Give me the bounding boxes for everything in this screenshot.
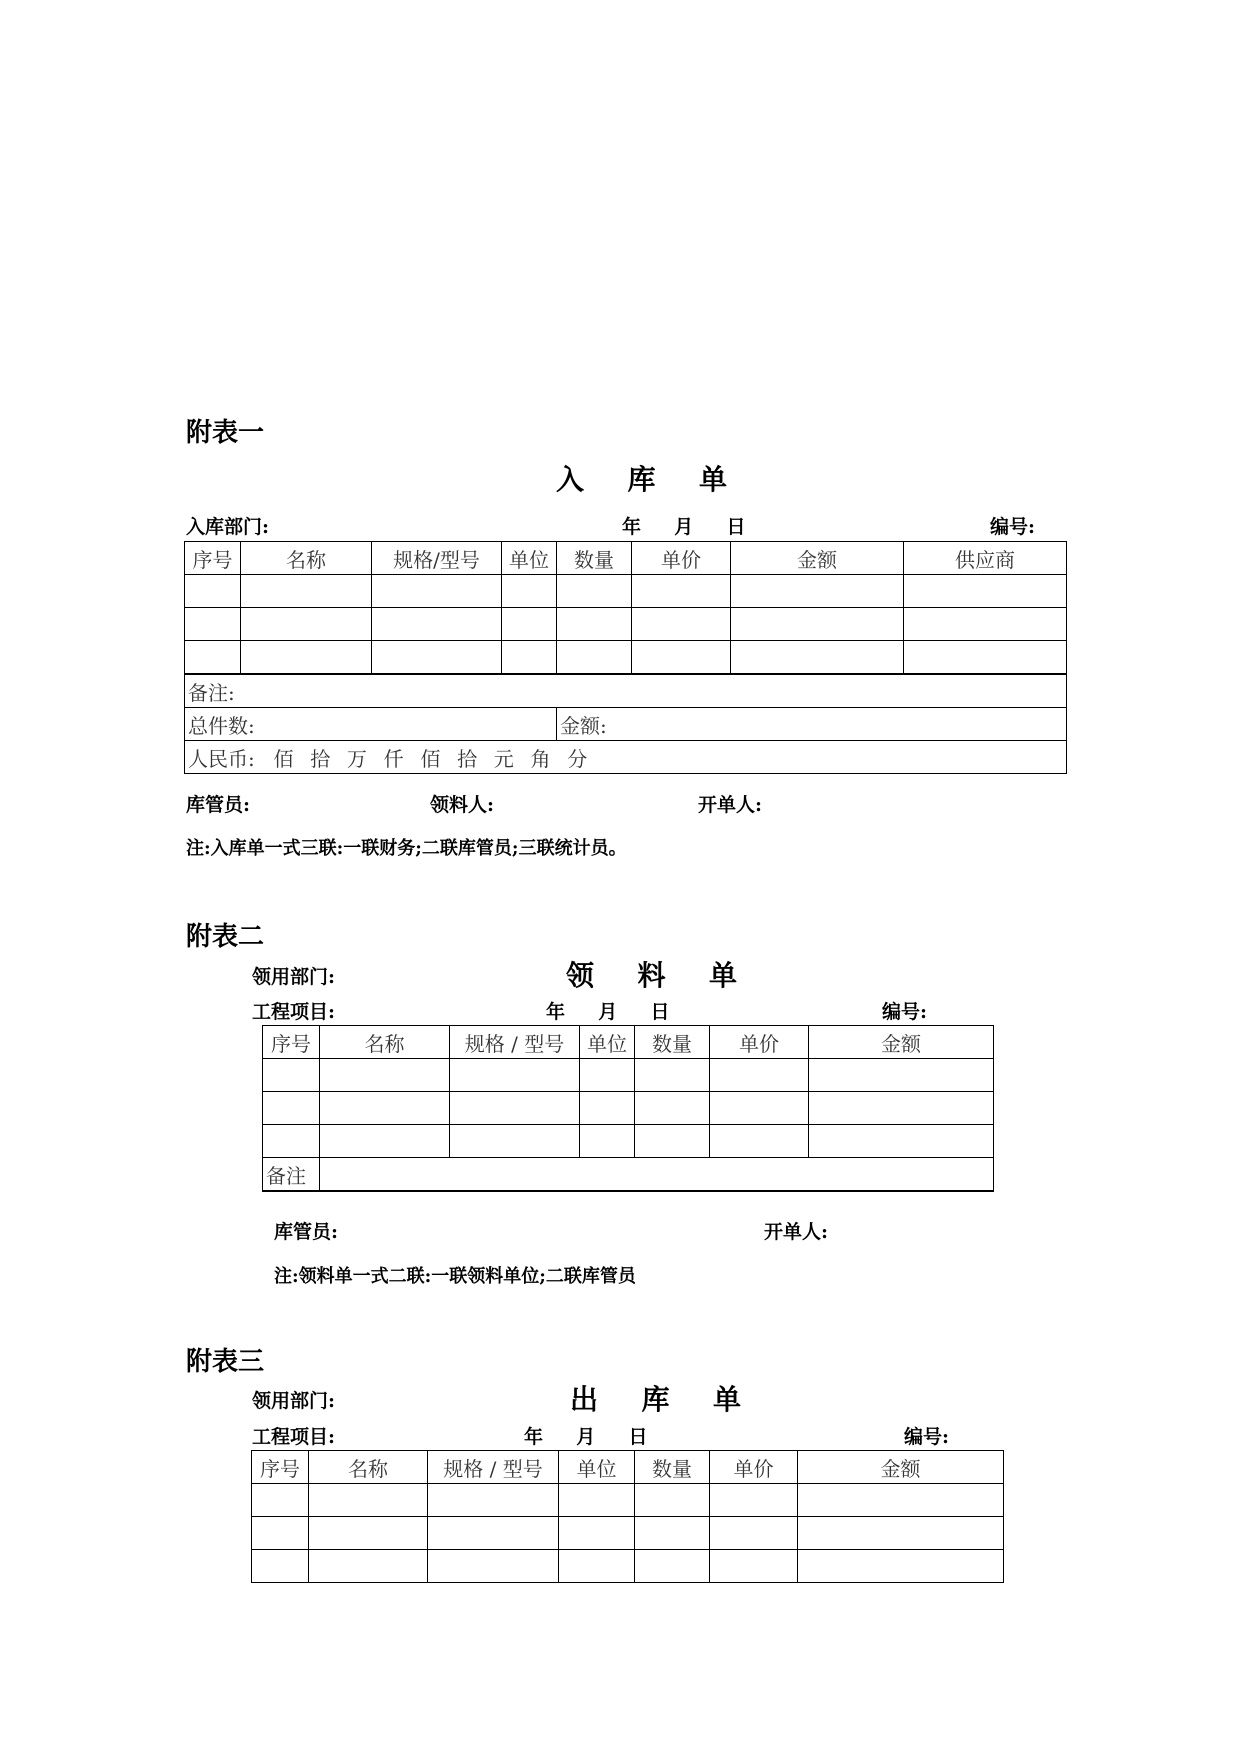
signer-issuer: 开单人: — [698, 794, 763, 816]
col-header: 名称 — [241, 542, 372, 575]
date-line — [524, 1422, 648, 1449]
rmb-label: 人民币: — [188, 746, 255, 771]
table-cell[interactable] — [710, 1517, 798, 1550]
table-cell[interactable] — [731, 608, 904, 641]
table-cell[interactable] — [809, 1059, 994, 1092]
table-cell[interactable] — [309, 1550, 428, 1583]
table-cell[interactable] — [502, 575, 557, 608]
col-header: 序号 — [252, 1451, 309, 1484]
date-day: 日 — [726, 516, 746, 538]
date-year: 年 — [524, 1426, 544, 1448]
table-cell[interactable] — [185, 608, 241, 641]
date-year: 年 — [546, 1001, 566, 1023]
table-cell[interactable] — [557, 608, 632, 641]
table-cell[interactable] — [185, 575, 241, 608]
col-header: 单位 — [559, 1451, 635, 1484]
rmb-unit: 佰 — [273, 746, 294, 771]
table-cell[interactable] — [557, 575, 632, 608]
col-header: 数量 — [635, 1451, 710, 1484]
table-cell[interactable] — [559, 1484, 635, 1517]
remark-cell[interactable] — [320, 1158, 994, 1192]
rmb-unit: 拾 — [457, 746, 478, 771]
table-cell[interactable] — [904, 608, 1067, 641]
col-header: 金额 — [809, 1026, 994, 1059]
table-cell[interactable] — [632, 608, 731, 641]
table-cell[interactable] — [580, 1092, 635, 1125]
table-row — [185, 608, 1067, 641]
signer-issuer: 开单人: — [764, 1221, 829, 1243]
section-title-2: 附表二 — [186, 922, 265, 952]
table-row — [263, 1059, 994, 1092]
date-line — [546, 997, 670, 1024]
table-cell[interactable] — [263, 1092, 320, 1125]
form-title-1 — [556, 458, 727, 498]
total-row — [185, 708, 1067, 741]
col-header: 数量 — [635, 1026, 710, 1059]
table-cell[interactable] — [710, 1484, 798, 1517]
table-cell[interactable] — [635, 1517, 710, 1550]
title-char: 领 — [566, 959, 595, 992]
table-cell[interactable] — [635, 1550, 710, 1583]
table-cell[interactable] — [450, 1059, 580, 1092]
signer-storekeeper: 库管员: — [274, 1221, 339, 1243]
table-cell[interactable] — [252, 1550, 309, 1583]
form-note-1: 注:入库单一式三联:一联财务;二联库管员;三联统计员。 — [186, 838, 627, 859]
number-label: 编号: — [882, 1001, 928, 1023]
date-line — [622, 512, 746, 539]
project-label: 工程项目: — [252, 1426, 336, 1448]
title-char: 单 — [699, 463, 728, 496]
table-row — [185, 575, 1067, 608]
table-row — [263, 1092, 994, 1125]
section-title-1: 附表一 — [186, 418, 265, 448]
table-cell[interactable] — [450, 1092, 580, 1125]
rmb-unit: 角 — [530, 746, 551, 771]
title-char: 单 — [709, 959, 738, 992]
table-cell[interactable] — [502, 641, 557, 675]
col-header: 单位 — [580, 1026, 635, 1059]
col-header: 规格/型号 — [372, 542, 502, 575]
date-month: 月 — [576, 1426, 596, 1448]
table-cell[interactable] — [635, 1484, 710, 1517]
title-char: 料 — [637, 959, 666, 992]
col-header: 金额 — [731, 542, 904, 575]
col-header: 单价 — [710, 1451, 798, 1484]
remark-cell[interactable] — [185, 674, 1067, 708]
table-cell[interactable] — [559, 1517, 635, 1550]
title-char: 库 — [641, 1383, 670, 1416]
total-count-cell[interactable] — [185, 708, 557, 741]
table-cell[interactable] — [241, 641, 372, 675]
table-cell[interactable] — [580, 1125, 635, 1158]
remark-row — [185, 674, 1067, 708]
col-header: 序号 — [263, 1026, 320, 1059]
form-title-3 — [570, 1378, 741, 1418]
title-char: 入 — [556, 463, 585, 496]
table-cell[interactable] — [372, 608, 502, 641]
amount-label: 金额: — [560, 713, 607, 738]
rmb-unit: 拾 — [310, 746, 331, 771]
rmb-unit: 元 — [493, 746, 514, 771]
table-row — [263, 1125, 994, 1158]
col-header: 名称 — [309, 1451, 428, 1484]
dept-label: 领用部门: — [252, 966, 336, 988]
date-month: 月 — [598, 1001, 618, 1023]
table-cell[interactable] — [710, 1092, 809, 1125]
table-cell[interactable] — [809, 1092, 994, 1125]
dept-label: 领用部门: — [252, 1390, 336, 1412]
table-cell[interactable] — [309, 1484, 428, 1517]
title-char: 库 — [627, 463, 656, 496]
rmb-unit: 分 — [567, 746, 588, 771]
table-header-row — [252, 1451, 1004, 1484]
table-cell[interactable] — [731, 575, 904, 608]
col-header: 规格 / 型号 — [428, 1451, 559, 1484]
table-cell[interactable] — [263, 1059, 320, 1092]
table-cell[interactable] — [502, 608, 557, 641]
rmb-row — [185, 741, 1067, 774]
date-month: 月 — [674, 516, 694, 538]
table-cell[interactable] — [710, 1125, 809, 1158]
date-day: 日 — [628, 1426, 648, 1448]
date-year: 年 — [622, 516, 642, 538]
table-cell[interactable] — [428, 1484, 559, 1517]
inbound-table — [184, 541, 1067, 774]
table-cell[interactable] — [428, 1517, 559, 1550]
table-cell[interactable] — [320, 1125, 450, 1158]
table-cell[interactable] — [372, 641, 502, 675]
table-cell[interactable] — [710, 1059, 809, 1092]
title-char: 出 — [570, 1383, 599, 1416]
amount-cell[interactable] — [557, 708, 1067, 741]
table-cell[interactable] — [241, 608, 372, 641]
rmb-unit: 仟 — [383, 746, 404, 771]
table-header-row — [185, 542, 1067, 575]
project-label: 工程项目: — [252, 1001, 336, 1023]
table-row — [252, 1517, 1004, 1550]
table-cell[interactable] — [320, 1092, 450, 1125]
table-row — [252, 1484, 1004, 1517]
table-header-row — [263, 1026, 994, 1059]
table-cell[interactable] — [252, 1517, 309, 1550]
table-row — [185, 641, 1067, 675]
table-cell[interactable] — [559, 1550, 635, 1583]
form-note-2: 注:领料单一式二联:一联领料单位;二联库管员 — [274, 1266, 636, 1287]
dept-label: 入库部门: — [186, 516, 270, 538]
remark-label: 备注 — [266, 1163, 306, 1188]
remark-row — [263, 1158, 994, 1192]
signer-storekeeper: 库管员: — [186, 794, 251, 816]
table-cell[interactable] — [798, 1517, 1004, 1550]
total-count-label: 总件数: — [188, 713, 255, 738]
table-cell[interactable] — [632, 641, 731, 675]
col-header: 单价 — [632, 542, 731, 575]
table-cell[interactable] — [809, 1125, 994, 1158]
table-cell[interactable] — [241, 575, 372, 608]
table-cell[interactable] — [263, 1125, 320, 1158]
col-header: 供应商 — [904, 542, 1067, 575]
table-cell[interactable] — [428, 1550, 559, 1583]
table-cell[interactable] — [635, 1092, 710, 1125]
table-cell[interactable] — [635, 1059, 710, 1092]
date-day: 日 — [650, 1001, 670, 1023]
number-label: 编号: — [990, 516, 1036, 538]
col-header: 单位 — [502, 542, 557, 575]
col-header: 规格 / 型号 — [450, 1026, 580, 1059]
table-cell[interactable] — [798, 1484, 1004, 1517]
col-header: 金额 — [798, 1451, 1004, 1484]
table-cell[interactable] — [557, 641, 632, 675]
section-title-3: 附表三 — [186, 1347, 265, 1377]
table-cell[interactable] — [372, 575, 502, 608]
remark-label-cell — [263, 1158, 320, 1192]
table-cell[interactable] — [320, 1059, 450, 1092]
table-cell[interactable] — [798, 1550, 1004, 1583]
requisition-table — [262, 1025, 994, 1192]
remark-label: 备注: — [188, 680, 235, 705]
col-header: 数量 — [557, 542, 632, 575]
table-cell[interactable] — [904, 641, 1067, 675]
table-cell[interactable] — [252, 1484, 309, 1517]
table-cell[interactable] — [309, 1517, 428, 1550]
rmb-unit: 佰 — [420, 746, 441, 771]
signer-receiver: 领料人: — [430, 794, 495, 816]
col-header: 序号 — [185, 542, 241, 575]
form-title-2 — [566, 954, 737, 994]
table-cell[interactable] — [185, 641, 241, 675]
outbound-table — [251, 1450, 1004, 1583]
title-char: 单 — [713, 1383, 742, 1416]
col-header: 名称 — [320, 1026, 450, 1059]
number-label: 编号: — [904, 1426, 950, 1448]
table-cell[interactable] — [632, 575, 731, 608]
table-row — [252, 1550, 1004, 1583]
rmb-unit: 万 — [346, 746, 367, 771]
col-header: 单价 — [710, 1026, 809, 1059]
table-cell[interactable] — [904, 575, 1067, 608]
rmb-cell[interactable] — [185, 741, 1067, 774]
table-cell[interactable] — [580, 1059, 635, 1092]
table-cell[interactable] — [450, 1125, 580, 1158]
table-cell[interactable] — [635, 1125, 710, 1158]
table-cell[interactable] — [731, 641, 904, 675]
table-cell[interactable] — [710, 1550, 798, 1583]
